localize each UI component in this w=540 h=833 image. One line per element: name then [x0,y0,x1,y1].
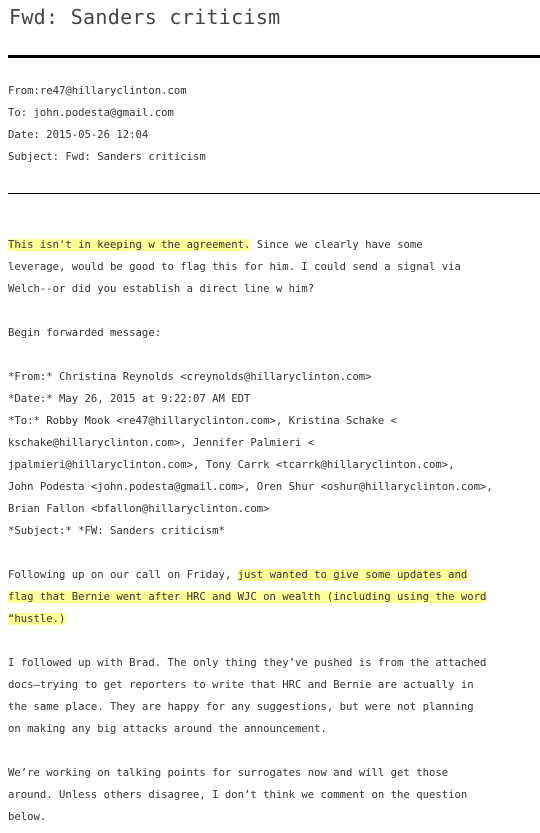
header-divider-thick [8,55,540,58]
body-line: docs—trying to get reporters to write that HRC and Bernie are actually in [8,679,474,691]
body-line: on making any big attacks around the announcement. [8,723,327,735]
highlighted-text: flag that Bernie went after HRC and WJC on wealth (including using the word [8,591,487,603]
highlighted-text: This isn't in keeping w the agreement. [8,239,251,251]
forwarded-subject: *Subject:* *FW: Sanders criticism* [8,525,225,537]
body-line [8,612,65,626]
email-title: Fwd: Sanders criticism [9,5,281,29]
body-line: I followed up with Brad. The only thing they’ve pushed is from the attached [8,657,487,669]
body-line [8,238,423,252]
body-line: around. Unless others disagree, I don’t think we comment on the question [8,789,468,801]
forwarded-to: jpalmieri@hillaryclinton.com>, Tony Carrk <tcarrk@hillaryclinton.com>, [8,459,455,471]
forwarded-from: *From:* Christina Reynolds <creynolds@hillaryclinton.com> [8,371,372,383]
begin-forwarded-label: Begin forwarded message: [8,327,162,339]
body-line [8,568,467,582]
forwarded-to: John Podesta <john.podesta@gmail.com>, Oren Shur <oshur@hillaryclinton.com>, [8,481,493,493]
header-to: To: john.podesta@gmail.com [8,107,174,119]
body-line: We’re working on talking points for surrogates now and will get those [8,767,449,779]
body-line: the same place. They are happy for any suggestions, but were not planning [8,701,474,713]
forwarded-to: kschake@hillaryclinton.com>, Jennifer Palmieri < [8,437,315,449]
highlighted-text: “hustle.) [8,613,66,625]
body-text: Since we clearly have some [250,239,423,251]
body-text: Following up on our call on Friday, [8,569,238,581]
body-line: Welch--or did you establish a direct line w him? [8,283,315,295]
forwarded-date: *Date:* May 26, 2015 at 9:22:07 AM EDT [8,393,251,405]
header-divider-thin [8,193,540,194]
body-line [8,590,486,604]
header-from: From:re47@hillaryclinton.com [8,85,187,97]
highlighted-text: just wanted to give some updates and [237,569,468,581]
body-line: below. [8,811,47,823]
forwarded-to: Brian Fallon <bfallon@hillaryclinton.com> [8,503,270,515]
header-subject: Subject: Fwd: Sanders criticism [8,151,206,163]
body-line: leverage, would be good to flag this for him. I could send a signal via [8,261,461,273]
forwarded-to: *To:* Robby Mook <re47@hillaryclinton.com>, Kristina Schake < [8,415,398,427]
header-date: Date: 2015-05-26 12:04 [8,129,149,141]
